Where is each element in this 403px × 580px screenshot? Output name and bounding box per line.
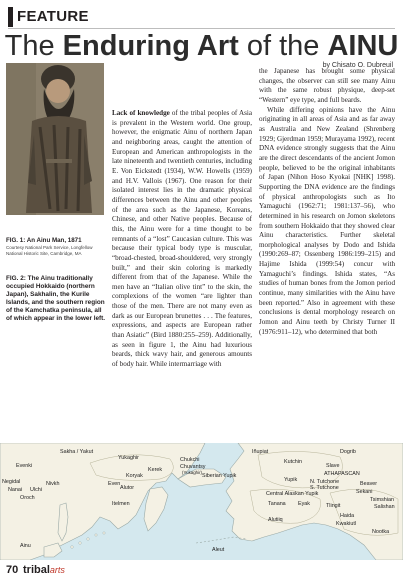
header-rule bbox=[8, 28, 395, 29]
map-label: (Yukaghir) bbox=[182, 470, 203, 475]
map-label: Salishan bbox=[374, 504, 395, 510]
map-label: Ulchi bbox=[30, 487, 42, 493]
magazine-name bbox=[23, 564, 65, 576]
map-label: Eyak bbox=[298, 501, 310, 507]
page-number: 70 bbox=[6, 564, 19, 576]
map-label: Siberian Yupik bbox=[202, 473, 237, 479]
map-label: Nootka bbox=[372, 529, 390, 535]
map-label: Kutchin bbox=[284, 459, 302, 465]
ainu-man-illustration bbox=[6, 63, 104, 215]
map-label: N. Tutchone bbox=[310, 479, 340, 485]
map-label: Alutiiq bbox=[268, 517, 283, 523]
fig1-caption bbox=[6, 237, 106, 244]
magazine-name-suffix: arts bbox=[49, 565, 65, 575]
body-paragraph: While differing opinions have the Ainu originating in all areas of Asia and as far away as Australia and New Zealand (Shrenberg 1929; Gjerdman 1959; Murayama 1992), recent DNA evidence strongly suggests that the Ainu are the direct descendants of the ancient Jomon people, believed to be the original inhabitants of Japan (Nihon Hoso Kyokai [NHK] 1998). Supporting the DNA evidence are the findings of physical anthropologists such as Ito Yamaguchi (1962:71; 1981:137–56), who determined in his research on Jomon skeletons from southern Hokkaido that they showed clear Ainu characteristics. Further skeletal morphological analyses by Dodo and Ishida (1990:269–87; Ossenberg 1986:199–215) and Hajime Ishida (1999:54) concur with Yamaguchi’s findings. Ishida states, “As studies of human bones from the Jomon period continue, many similarities with the Ainu have been reported.” Also in agreement with these conclusions is dental morphology research on Jomon and Ainu teeth by Christy Turner II (1976:911–12), who determined that both bbox=[259, 105, 395, 336]
map-label: Kwakiutl bbox=[336, 521, 357, 527]
map-label: ATHAPASCAN bbox=[324, 471, 360, 477]
map-label: Alutor bbox=[120, 485, 135, 491]
map-label: Negidal bbox=[2, 479, 21, 485]
map-label: Aleut bbox=[212, 547, 225, 553]
magazine-name-main: tribal bbox=[23, 564, 50, 576]
map-label: Tsimshian bbox=[370, 497, 394, 503]
fig1-credit: Courtesy National Park Service, Longfellow National Historic Site, Cambridge, MA bbox=[6, 245, 93, 256]
map-label: Chukchi bbox=[180, 457, 200, 463]
body-column-right bbox=[259, 67, 395, 441]
map-label: Ainu bbox=[20, 543, 31, 549]
map-label: Kerek bbox=[148, 467, 163, 473]
map-label: Sakha / Yakut bbox=[60, 449, 94, 455]
section-kicker: FEATURE bbox=[17, 8, 89, 25]
map-label: Oroch bbox=[20, 495, 35, 501]
title-part-2: Enduring Art bbox=[62, 30, 239, 62]
map-label: Nanai bbox=[8, 487, 23, 493]
lead-in: Lack of knowledge bbox=[112, 109, 170, 117]
region-map bbox=[0, 443, 403, 560]
body-column-left bbox=[112, 109, 252, 441]
body-paragraph bbox=[112, 109, 252, 370]
map-label: Evenki bbox=[16, 463, 33, 469]
title-part-4: AINU bbox=[327, 30, 399, 62]
map-land-shapes bbox=[0, 443, 403, 560]
map-label: Even bbox=[108, 481, 121, 487]
map-label: Nivkh bbox=[46, 481, 60, 487]
map-label: Iñupiat bbox=[252, 449, 269, 455]
map-label: Yukaghir bbox=[118, 455, 139, 461]
title-part-1: The bbox=[4, 30, 63, 62]
map-label: Chuvantsy bbox=[180, 464, 206, 470]
fig2-caption: FIG. 2: The Ainu traditionally occupied Hokkaido (northern Japan), Sakhalin, the Kurile Islands, and the southern region of the Kamchatka peninsula, all of which appear in the lower left. bbox=[6, 275, 106, 322]
article-title bbox=[0, 30, 403, 63]
paragraph-text: of the tribal peoples of Asia is prevalent in the Western world. One group, however, the enigmatic Ainu of northern Japan and neighboring areas, caught the attention of European and American anthropologists in the late nineteenth and twentieth centuries, including E. Von Eickstedt (1934), W.W. Howells (1959) and H.V. Vallois (1967). One reason for their isolated interest lies in the dramatic physical differences between the Ainu and other peoples of the area such as the Japanese, Koreans, Chinese, and other Native peoples. Because of this, the Ainu were for a time thought to be remnants of a “lost” Caucasian culture. This was because their typical body type is muscular, “broad-chested, broad-shouldered, very strongly built,” and their skin coloring is markedly different from that of the Japanese. While the men have an “Italian olive tint” to the skin, the complexions of the women “are lighter than those of the men. There are not many even as dark as our European brunettes . . . The features, expressions, and aspects are European rather than Asiatic” (Bird 1880:255–259). Additionally, as seen in figure 1, the Ainu had luxurious beards, thick wavy hair, and generous amounts of body hair. While intermarriage with bbox=[112, 109, 252, 369]
map-label: Sekani bbox=[356, 489, 373, 495]
map-label: Central Alaskan Yupik bbox=[266, 491, 319, 497]
map-label: Itelmen bbox=[112, 501, 130, 507]
map-label: Slave bbox=[326, 463, 340, 469]
map-label: Dogrib bbox=[340, 449, 356, 455]
map-label: Beaver bbox=[360, 481, 378, 487]
ainu-man-photo bbox=[6, 63, 104, 215]
map-label: Haida bbox=[340, 513, 355, 519]
body-paragraph: the Japanese has brought some physical changes, the observer can still see many Ainu with the same robust physique, deep-set “Western” eye type, and full beards. bbox=[259, 67, 395, 104]
map-label: Tlingit bbox=[326, 503, 341, 509]
title-part-3: of the bbox=[238, 30, 328, 62]
map-label: Yupik bbox=[284, 477, 298, 483]
byline: by Chisato O. Dubreuil bbox=[322, 62, 393, 69]
kicker-bar bbox=[8, 7, 13, 27]
map-label: S. Tutchone bbox=[310, 485, 339, 491]
map-label: Koryak bbox=[126, 473, 143, 479]
map-label: Tanana bbox=[268, 501, 286, 507]
fig1-caption-label: FIG. 1: An Ainu Man, 1871 bbox=[6, 237, 82, 244]
